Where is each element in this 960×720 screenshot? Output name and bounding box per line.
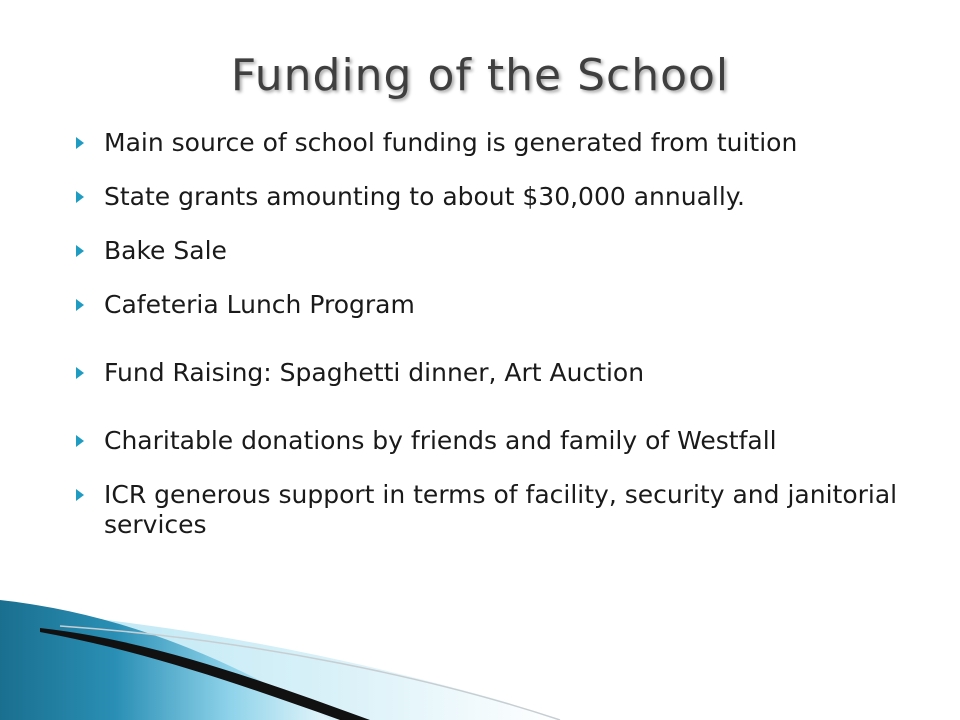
bullet-text: Cafeteria Lunch Program bbox=[104, 290, 415, 319]
wave-thin-line bbox=[60, 626, 560, 720]
slide-title: Funding of the School bbox=[230, 50, 730, 101]
bullet-marker-icon bbox=[76, 137, 84, 149]
list-item bbox=[76, 182, 936, 212]
wave-dark-stroke bbox=[40, 628, 370, 720]
list-item bbox=[76, 358, 936, 388]
bullet-marker-icon bbox=[76, 299, 84, 311]
bullet-marker-icon bbox=[76, 191, 84, 203]
list-item bbox=[76, 128, 936, 158]
list-item bbox=[76, 290, 936, 320]
bullet-text: ICR generous support in terms of facility, security and janitorial services bbox=[104, 480, 898, 539]
bullet-text: State grants amounting to about $30,000 annually. bbox=[104, 182, 745, 211]
bullet-text: Main source of school funding is generated from tuition bbox=[104, 128, 798, 157]
bullet-marker-icon bbox=[76, 367, 84, 379]
bullet-marker-icon bbox=[76, 489, 84, 501]
bullet-text: Bake Sale bbox=[104, 236, 227, 265]
bullet-list bbox=[76, 128, 936, 540]
bullet-marker-icon bbox=[76, 435, 84, 447]
list-item bbox=[76, 426, 936, 456]
wave-main-band bbox=[0, 600, 330, 720]
list-item bbox=[76, 480, 936, 540]
bullet-text: Fund Raising: Spaghetti dinner, Art Auction bbox=[104, 358, 645, 387]
list-item bbox=[76, 236, 936, 266]
bullet-text: Charitable donations by friends and family of Westfall bbox=[104, 426, 777, 455]
wave-light-band bbox=[0, 610, 560, 720]
bullet-marker-icon bbox=[76, 245, 84, 257]
